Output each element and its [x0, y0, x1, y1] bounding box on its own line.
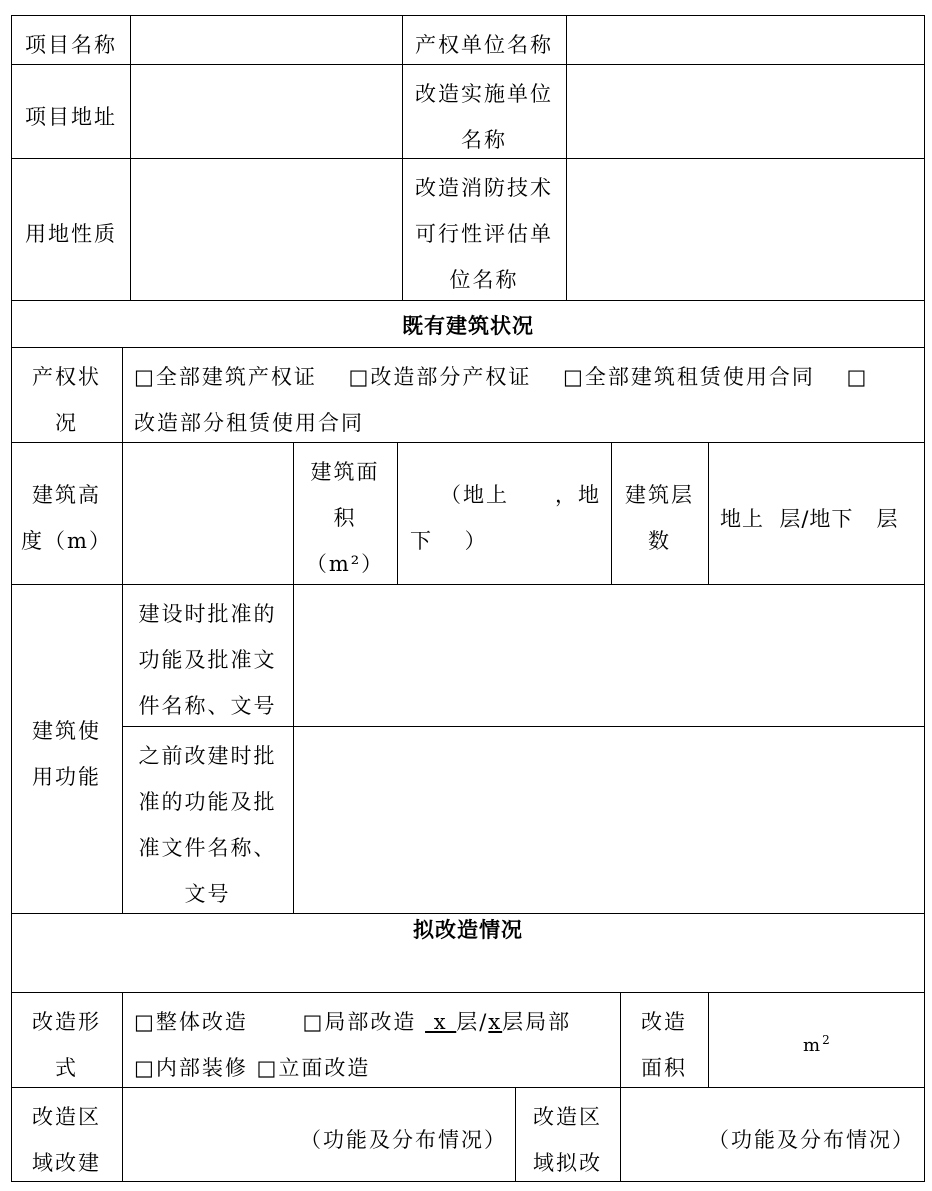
previous-label-line3: 准文件名称、	[138, 836, 277, 860]
area-label-line3: （m²）	[305, 552, 385, 576]
area-unit-superscript: 2	[822, 1033, 832, 1047]
floors-label-line1: 建筑层	[625, 483, 694, 507]
land-use-label: 用地性质	[25, 222, 117, 246]
floor-x-end: x	[488, 1010, 503, 1034]
grid-line	[130, 15, 131, 301]
grid-line	[708, 992, 709, 1088]
floor-x-start: x	[425, 1010, 457, 1034]
eval-unit-label-line3: 位名称	[449, 268, 519, 292]
region-rebuild-label-line1: 改造区	[32, 1105, 101, 1129]
grid-line	[11, 15, 925, 16]
approved-label-line3: 件名称、文号	[138, 694, 277, 718]
previous-label-line1: 之前改建时批	[138, 744, 277, 768]
height-label-line1: 建筑高	[32, 483, 101, 507]
grid-line	[122, 992, 123, 1088]
region-rebuild-value: （功能及分布情况）	[300, 1128, 507, 1152]
approved-label-line1: 建设时批准的	[138, 602, 277, 626]
renovation-form-options-line1[interactable]	[134, 999, 571, 1046]
renovation-form-label-line2: 式	[55, 1056, 78, 1080]
grid-line	[293, 584, 294, 914]
floors-value: 地上 层/地下 层	[720, 507, 899, 531]
previous-label-line2: 准的功能及批	[138, 790, 277, 814]
floors-label-line2: 数	[648, 529, 671, 553]
grid-line	[708, 442, 709, 585]
eval-unit-label-line1: 改造消防技术	[415, 176, 553, 200]
area-value-line2: 下 ）	[410, 529, 488, 553]
impl-unit-label-line2: 名称	[461, 128, 507, 152]
project-name-label: 项目名称	[25, 33, 117, 57]
area-unit-m: m	[803, 1035, 823, 1056]
usage-label-line2: 用功能	[32, 765, 101, 789]
previous-label-line4: 文号	[184, 882, 231, 906]
ownership-options-line1[interactable]: □全部建筑产权证 □改造部分产权证 □全部建筑租赁使用合同 □	[134, 365, 869, 389]
region-planned-label-line1: 改造区	[533, 1105, 602, 1129]
ownership-options-line2[interactable]: 改造部分租赁使用合同	[134, 411, 364, 435]
area-value-line1: （地上 ，地	[440, 483, 601, 507]
existing-building-section-title: 既有建筑状况	[402, 314, 534, 338]
region-planned-label-line2: 域拟改	[533, 1151, 602, 1175]
ownership-label-line1: 产权状	[32, 365, 101, 389]
floor-local-suffix: 层局部	[502, 1010, 572, 1034]
area-label-line2: 积	[333, 506, 357, 530]
grid-line	[566, 15, 567, 301]
height-label-line2: 度（m）	[21, 529, 112, 553]
area-label-line1: 建筑面	[310, 460, 380, 484]
usage-label-line1: 建筑使	[32, 719, 101, 743]
grid-line	[122, 442, 123, 585]
impl-unit-label-line1: 改造实施单位	[415, 82, 553, 106]
ownership-label-line2: 况	[55, 411, 78, 435]
renovation-area-label-line2: 面积	[641, 1056, 687, 1080]
grid-line	[11, 992, 925, 993]
approved-label-line2: 功能及批准文	[138, 648, 277, 672]
grid-line	[620, 1087, 621, 1182]
eval-unit-label-line2: 可行性评估单	[415, 222, 553, 246]
grid-line	[397, 442, 398, 585]
renovation-area-unit	[803, 1022, 832, 1069]
renovation-options-a[interactable]: □整体改造 □局部改造	[134, 1010, 426, 1034]
grid-line	[122, 1087, 123, 1182]
planned-renovation-section-title: 拟改造情况	[413, 918, 523, 942]
region-rebuild-label-line2: 域改建	[32, 1151, 101, 1175]
owner-unit-label: 产权单位名称	[415, 33, 553, 57]
renovation-form-options-line2[interactable]: □内部装修 □立面改造	[134, 1056, 371, 1080]
renovation-form-label-line1: 改造形	[32, 1010, 101, 1034]
grid-line	[11, 584, 925, 585]
region-planned-value: （功能及分布情况）	[708, 1128, 915, 1152]
project-address-label: 项目地址	[25, 105, 117, 129]
renovation-area-label-line1: 改造	[641, 1010, 687, 1034]
grid-line	[122, 347, 123, 443]
grid-line	[924, 15, 925, 1182]
floor-separator: 层/	[456, 1010, 489, 1034]
grid-line	[11, 1181, 925, 1182]
